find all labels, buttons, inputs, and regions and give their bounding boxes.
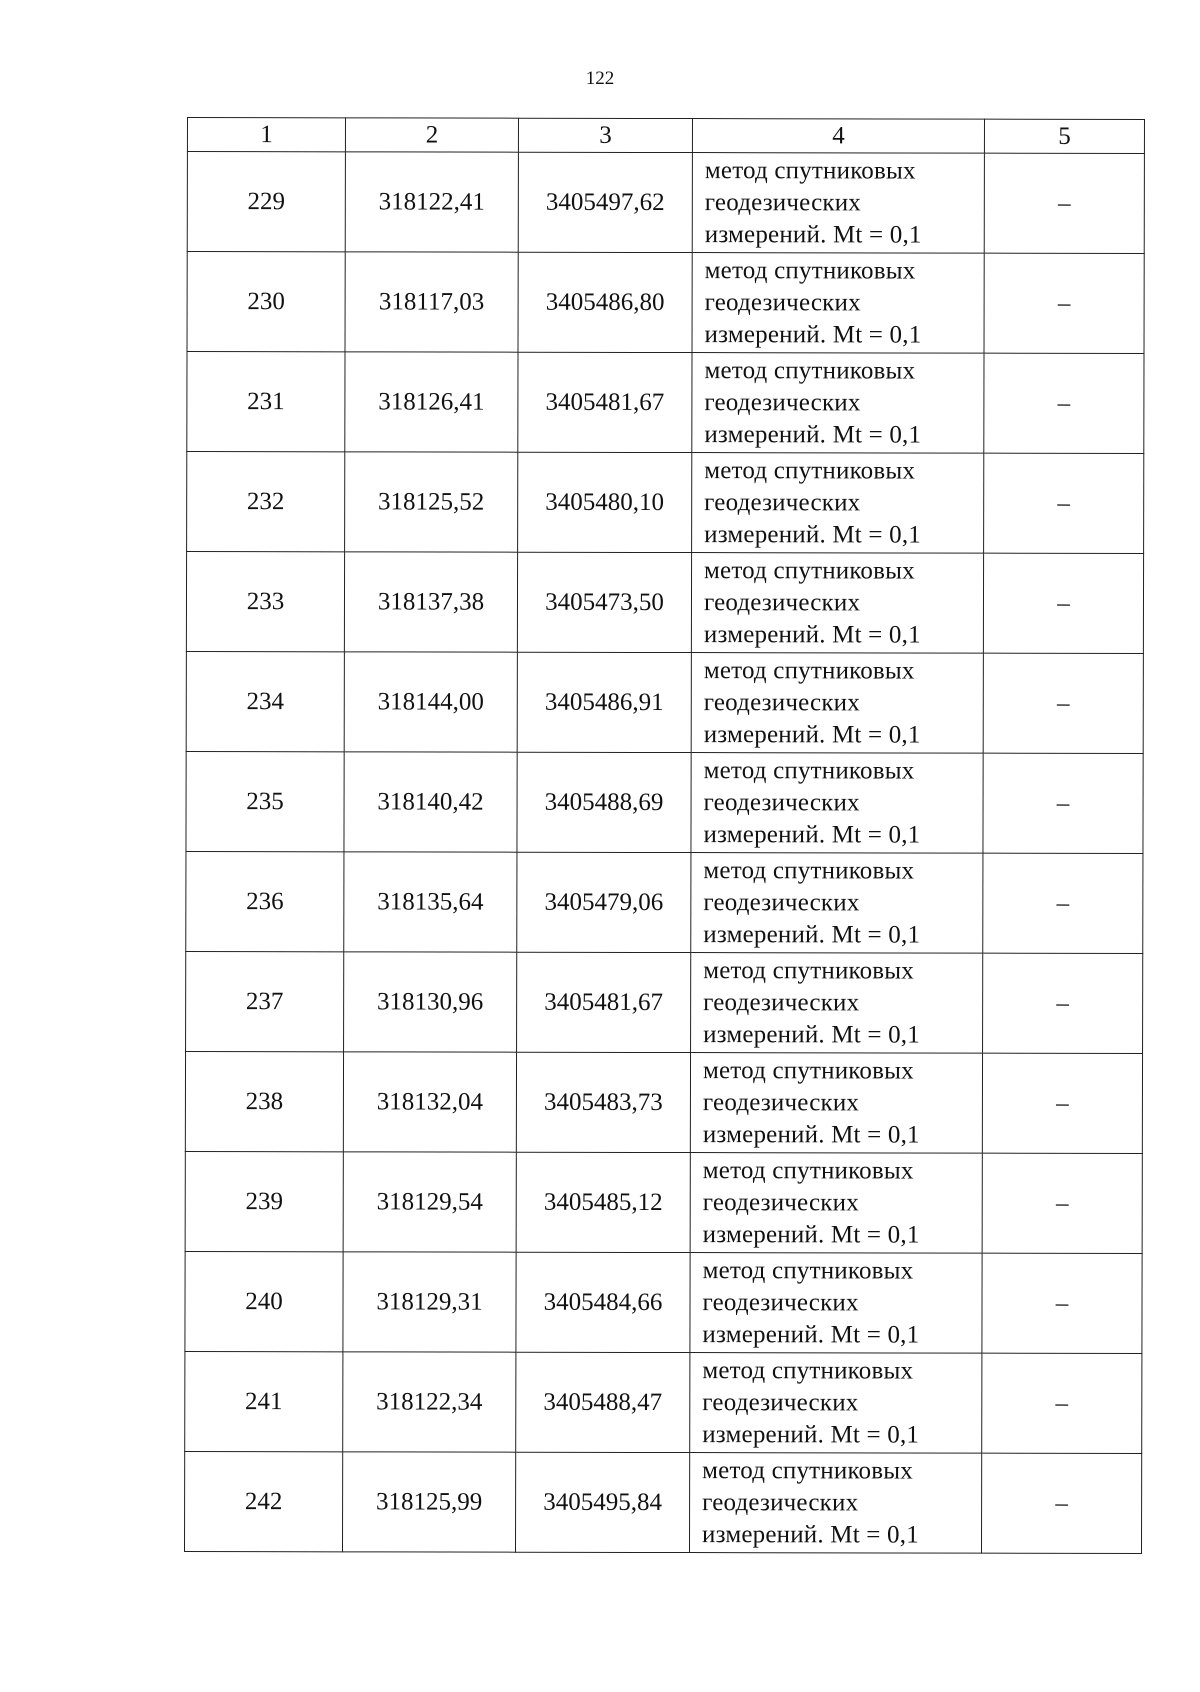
method-text-line: геодезических (702, 1488, 859, 1516)
note-cell: – (984, 453, 1144, 553)
method-cell (690, 1053, 982, 1154)
table-header-row (187, 118, 1144, 154)
note-cell: – (983, 553, 1143, 653)
point-number-cell: 237 (186, 951, 344, 1051)
x-coordinate-cell: 318126,41 (345, 352, 518, 452)
y-coordinate-cell: 3405479,06 (517, 852, 691, 952)
method-text-line: геодезических (702, 1388, 859, 1416)
point-number-cell: 241 (185, 1351, 343, 1451)
x-coordinate-cell: 318122,34 (343, 1352, 516, 1452)
method-text-line: геодезических (702, 1188, 859, 1216)
table-row (187, 152, 1144, 254)
method-text-line: измерений. Mt = 0,1 (704, 420, 922, 449)
method-text-line: геодезических (703, 788, 860, 816)
method-text-line: геодезических (704, 288, 861, 316)
point-number-cell: 229 (187, 152, 345, 252)
note-cell: – (982, 1353, 1142, 1453)
method-cell (690, 1153, 982, 1254)
method-text-line: метод спутниковых (702, 1156, 914, 1185)
column-header: 5 (984, 119, 1144, 153)
table-row (185, 1351, 1142, 1453)
y-coordinate-cell: 3405486,80 (518, 252, 692, 352)
method-text-line: геодезических (703, 988, 860, 1016)
method-text-line: метод спутниковых (703, 756, 915, 785)
method-text-line: измерений. Mt = 0,1 (702, 1220, 920, 1249)
column-header: 4 (692, 119, 984, 154)
x-coordinate-cell: 318144,00 (344, 652, 517, 752)
y-coordinate-cell: 3405488,69 (517, 752, 691, 852)
method-text-line: измерений. Mt = 0,1 (702, 1120, 920, 1149)
method-cell (692, 453, 984, 554)
method-text-line: измерений. Mt = 0,1 (704, 220, 922, 249)
y-coordinate-cell: 3405481,67 (517, 952, 691, 1052)
method-text-line: измерений. Mt = 0,1 (704, 320, 922, 349)
note-cell: – (983, 753, 1143, 853)
note-cell: – (982, 1153, 1142, 1253)
method-text-line: геодезических (704, 388, 861, 416)
method-text-line: геодезических (704, 488, 861, 516)
y-coordinate-cell: 3405486,91 (517, 652, 691, 752)
method-cell (692, 153, 984, 254)
y-coordinate-cell: 3405497,62 (518, 152, 692, 252)
point-number-cell: 234 (186, 651, 344, 751)
note-cell: – (983, 953, 1143, 1053)
method-text-line: измерений. Mt = 0,1 (702, 1320, 920, 1349)
y-coordinate-cell: 3405483,73 (516, 1052, 690, 1152)
method-text-line: измерений. Mt = 0,1 (704, 520, 922, 549)
method-cell (692, 353, 984, 454)
method-text-line: метод спутниковых (702, 1256, 914, 1285)
method-text-line: геодезических (702, 1288, 859, 1316)
method-text-line: метод спутниковых (704, 156, 916, 185)
method-text-line: метод спутниковых (702, 1456, 914, 1485)
column-header: 2 (345, 118, 518, 152)
method-text-line: измерений. Mt = 0,1 (703, 620, 921, 649)
note-cell: – (981, 1453, 1141, 1553)
note-cell: – (983, 853, 1143, 953)
table-row (186, 552, 1143, 654)
method-text-line: измерений. Mt = 0,1 (702, 1520, 919, 1549)
point-number-cell: 233 (186, 552, 344, 652)
column-header: 3 (518, 118, 692, 152)
method-cell (692, 253, 984, 354)
coordinates-table (184, 117, 1145, 1554)
table-row (186, 751, 1143, 853)
method-cell (691, 653, 983, 754)
x-coordinate-cell: 318135,64 (344, 852, 517, 952)
point-number-cell: 238 (185, 1051, 343, 1151)
method-cell (691, 553, 983, 654)
page-number: 122 (585, 68, 615, 89)
point-number-cell: 230 (187, 252, 345, 352)
y-coordinate-cell: 3405473,50 (517, 552, 691, 652)
method-text-line: измерений. Mt = 0,1 (702, 1420, 920, 1449)
table-row (187, 452, 1144, 554)
y-coordinate-cell: 3405481,67 (518, 352, 692, 452)
method-cell (690, 1253, 982, 1354)
x-coordinate-cell: 318125,99 (342, 1452, 515, 1552)
x-coordinate-cell: 318129,54 (343, 1152, 516, 1252)
point-number-cell: 239 (185, 1151, 343, 1251)
table-row (187, 352, 1144, 454)
x-coordinate-cell: 318125,52 (345, 452, 518, 552)
column-header: 1 (187, 118, 345, 152)
method-cell (691, 953, 983, 1054)
point-number-cell: 232 (187, 452, 345, 552)
method-text-line: измерений. Mt = 0,1 (703, 720, 921, 749)
method-text-line: измерений. Mt = 0,1 (703, 1020, 920, 1049)
method-text-line: метод спутниковых (704, 356, 916, 385)
table-row (187, 252, 1144, 354)
note-cell: – (984, 153, 1144, 253)
y-coordinate-cell: 3405485,12 (516, 1152, 690, 1252)
table-row (185, 1051, 1142, 1153)
point-number-cell: 231 (187, 352, 345, 452)
method-cell (690, 1353, 982, 1454)
y-coordinate-cell: 3405484,66 (516, 1252, 690, 1352)
table-row (185, 1251, 1142, 1353)
y-coordinate-cell: 3405495,84 (515, 1452, 689, 1552)
note-cell: – (983, 653, 1143, 753)
method-text-line: метод спутниковых (703, 656, 915, 685)
x-coordinate-cell: 318137,38 (344, 552, 517, 652)
table-row (186, 851, 1143, 953)
note-cell: – (982, 1253, 1142, 1353)
note-cell: – (984, 353, 1144, 453)
point-number-cell: 240 (185, 1251, 343, 1351)
point-number-cell: 242 (184, 1451, 342, 1551)
method-cell (691, 853, 983, 954)
note-cell: – (982, 1053, 1142, 1153)
method-text-line: метод спутниковых (703, 856, 915, 885)
y-coordinate-cell: 3405488,47 (516, 1352, 690, 1452)
method-text-line: метод спутниковых (702, 1056, 914, 1085)
method-text-line: измерений. Mt = 0,1 (703, 920, 921, 949)
method-text-line: геодезических (703, 588, 861, 616)
method-text-line: метод спутниковых (704, 456, 916, 485)
method-text-line: геодезических (702, 1088, 860, 1116)
x-coordinate-cell: 318117,03 (345, 252, 518, 352)
x-coordinate-cell: 318129,31 (343, 1252, 516, 1352)
table-row (184, 1451, 1141, 1553)
x-coordinate-cell: 318132,04 (343, 1052, 516, 1152)
table-body (184, 118, 1144, 1554)
method-text-line: геодезических (704, 188, 862, 216)
y-coordinate-cell: 3405480,10 (518, 452, 692, 552)
method-text-line: метод спутниковых (702, 1356, 914, 1385)
table-row (185, 1151, 1142, 1253)
method-cell (691, 753, 983, 854)
method-cell (689, 1453, 981, 1554)
method-text-line: метод спутниковых (704, 256, 916, 285)
method-text-line: измерений. Mt = 0,1 (703, 820, 921, 849)
point-number-cell: 236 (186, 851, 344, 951)
table-row (186, 951, 1143, 1053)
method-text-line: метод спутниковых (703, 956, 915, 985)
note-cell: – (984, 253, 1144, 353)
method-text-line: геодезических (703, 888, 860, 916)
x-coordinate-cell: 318140,42 (344, 752, 517, 852)
point-number-cell: 235 (186, 751, 344, 851)
method-text-line: геодезических (703, 688, 861, 716)
method-text-line: метод спутниковых (704, 556, 915, 585)
x-coordinate-cell: 318130,96 (344, 952, 517, 1052)
x-coordinate-cell: 318122,41 (345, 152, 518, 252)
table-row (186, 651, 1143, 753)
